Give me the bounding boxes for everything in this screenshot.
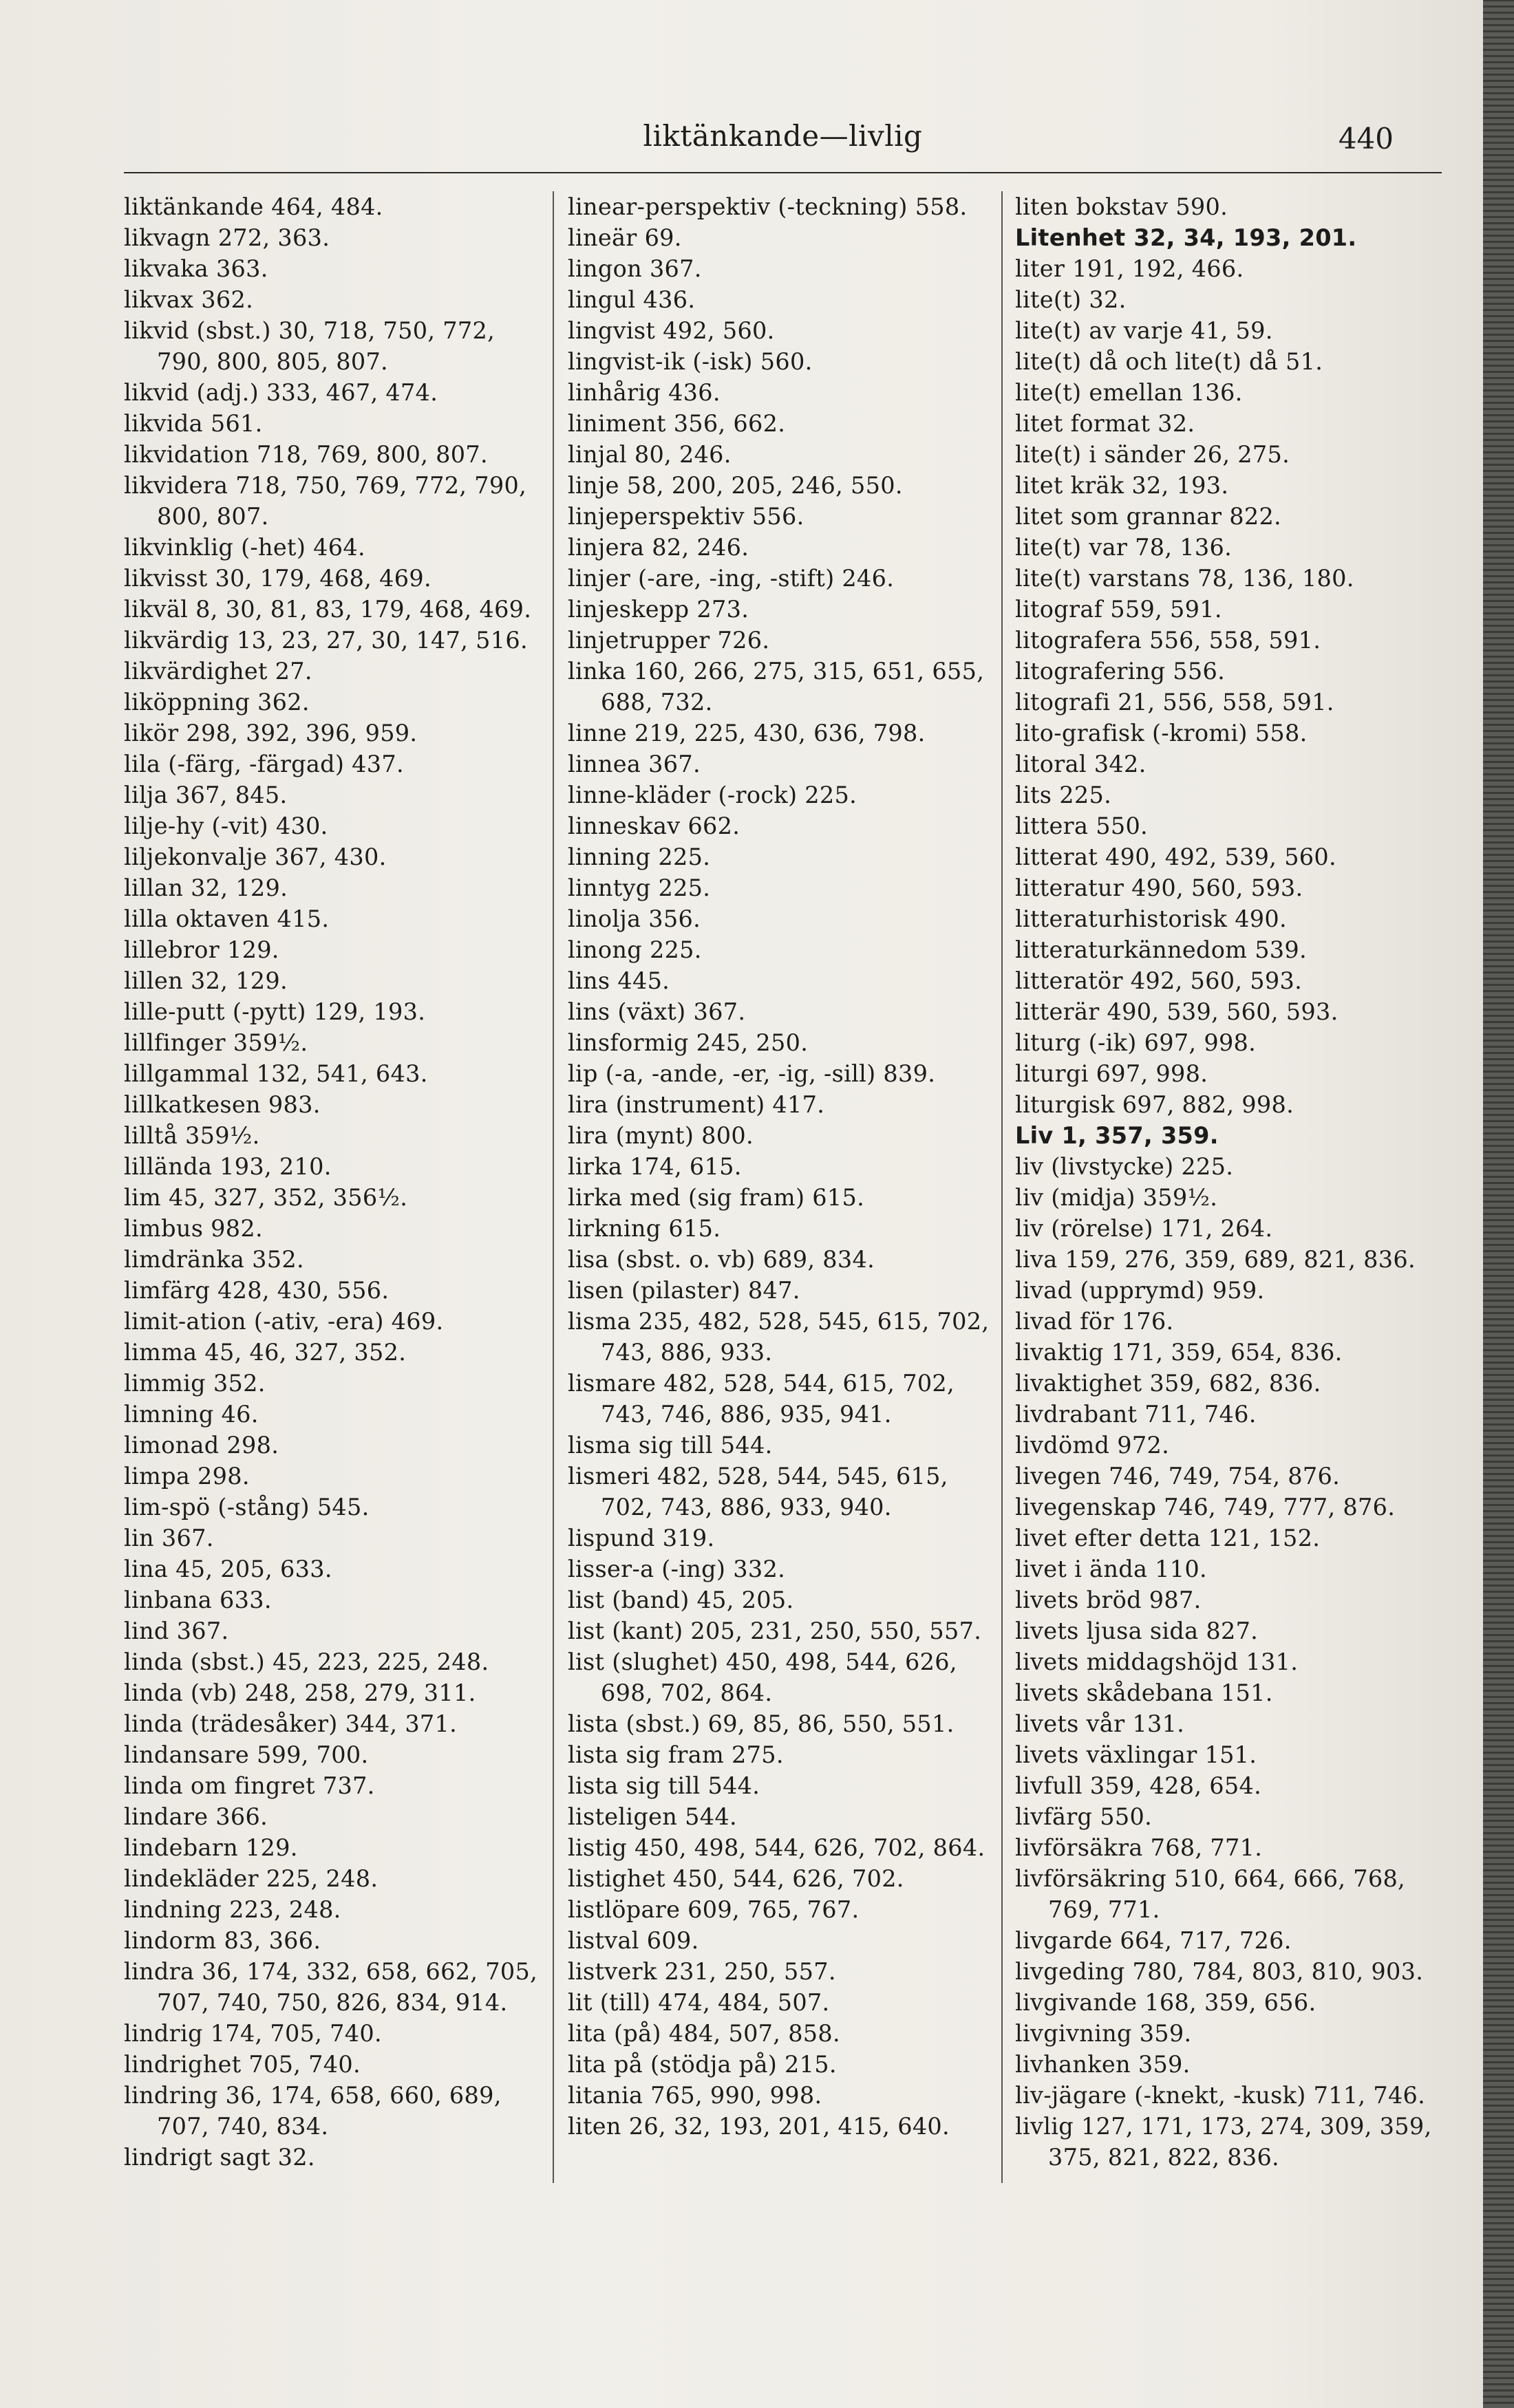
index-entry: lins 445. [568, 967, 670, 994]
book-edge [1483, 0, 1514, 2408]
index-entry: likvidera 718, 750, 769, 772, 790, 800, 807. [124, 472, 527, 530]
index-entry: lillebror 129. [124, 936, 279, 963]
index-entry: lillkatkesen 983. [124, 1091, 321, 1118]
index-entry: lindning 223, 248. [124, 1896, 341, 1923]
index-entry: litteratur 490, 560, 593. [1015, 874, 1303, 901]
index-entry: liturg (-ik) 697, 998. [1015, 1029, 1257, 1056]
running-head: liktänkande—livlig [643, 119, 923, 153]
index-entry: lita (på) 484, 507, 858. [568, 2020, 840, 2047]
index-entry: liv-jägare (-knekt, -kusk) 711, 746. [1015, 2082, 1426, 2109]
index-entry: lip (-a, -ande, -er, -ig, -sill) 839. [568, 1060, 936, 1087]
index-entry: linolja 356. [568, 905, 701, 932]
index-entry: limonad 298. [124, 1432, 279, 1459]
index-entry: linong 225. [568, 936, 702, 963]
index-entry: lindrigt sagt 32. [124, 2144, 315, 2171]
index-entry: livet efter detta 121, 152. [1015, 1525, 1321, 1551]
index-entry: lillen 32, 129. [124, 967, 288, 994]
index-entry: linjer (-are, -ing, -stift) 246. [568, 565, 895, 592]
index-entry: lite(t) varstans 78, 136, 180. [1015, 565, 1354, 592]
index-entry: linjal 80, 246. [568, 441, 732, 468]
index-entry: livets bröd 987. [1015, 1587, 1202, 1613]
index-entry: livfull 359, 428, 654. [1015, 1772, 1262, 1799]
index-entry: lingul 436. [568, 286, 696, 313]
index-entry: limpa 298. [124, 1463, 250, 1490]
index-entry: littera 550. [1015, 813, 1149, 839]
index-entry: lista sig fram 275. [568, 1741, 784, 1768]
index-entry: lille-putt (-pytt) 129, 193. [124, 998, 426, 1025]
index-column-3 [1015, 191, 1456, 2173]
index-entry: lispund 319. [568, 1525, 715, 1551]
index-entry: Liv 1, 357, 359. [1015, 1122, 1219, 1149]
index-entry: livets vår 131. [1015, 1710, 1185, 1737]
index-entry: lilja 367, 845. [124, 782, 288, 808]
index-entry: linjera 82, 246. [568, 534, 749, 561]
index-entry: lita på (stödja på) 215. [568, 2051, 837, 2078]
index-entry: lirkning 615. [568, 1215, 721, 1242]
index-entry: lillgammal 132, 541, 643. [124, 1060, 428, 1087]
index-entry: liva 159, 276, 359, 689, 821, 836. [1015, 1246, 1416, 1273]
index-entry: litografering 556. [1015, 658, 1226, 685]
index-entry: linka 160, 266, 275, 315, 651, 655, 688, 732. [568, 658, 985, 716]
index-entry: liljekonvalje 367, 430. [124, 843, 387, 870]
index-entry: liv (livstycke) 225. [1015, 1153, 1234, 1180]
index-entry: limbus 982. [124, 1215, 263, 1242]
index-entry: liturgi 697, 998. [1015, 1060, 1208, 1087]
index-entry: lite(t) i sänder 26, 275. [1015, 441, 1290, 468]
index-entry: listlöpare 609, 765, 767. [568, 1896, 860, 1923]
index-entry: linda (sbst.) 45, 223, 225, 248. [124, 1648, 489, 1675]
index-entry: liter 191, 192, 466. [1015, 255, 1244, 282]
index-entry: lisma 235, 482, 528, 545, 615, 702, 743, 886, 933. [568, 1308, 990, 1366]
index-entry: lits 225. [1015, 782, 1112, 808]
index-entry: listig 450, 498, 544, 626, 702, 864. [568, 1834, 985, 1861]
index-entry: lira (mynt) 800. [568, 1122, 754, 1149]
index-entry: lilltå 359½. [124, 1122, 260, 1149]
index-entry: lindebarn 129. [124, 1834, 298, 1861]
index-entry: limdränka 352. [124, 1246, 304, 1273]
index-entry: lineär 69. [568, 224, 682, 251]
index-entry: lillan 32, 129. [124, 874, 288, 901]
index-entry: limning 46. [124, 1401, 259, 1428]
index-entry: linntyg 225. [568, 874, 711, 901]
index-entry: lista sig till 544. [568, 1772, 760, 1799]
index-entry: linda (trädesåker) 344, 371. [124, 1710, 458, 1737]
index-entry: linne-kläder (-rock) 225. [568, 782, 857, 808]
index-entry: linning 225. [568, 843, 711, 870]
index-entry: livets skådebana 151. [1015, 1679, 1273, 1706]
index-entry: lindra 36, 174, 332, 658, 662, 705, 707, 740, 750, 826, 834, 914. [124, 1958, 538, 2016]
index-entry: lila (-färg, -färgad) 437. [124, 751, 404, 777]
index-entry: linjeperspektiv 556. [568, 503, 804, 530]
index-entry: lisma sig till 544. [568, 1432, 773, 1459]
index-entry: lirka 174, 615. [568, 1153, 742, 1180]
index-entry: listverk 231, 250, 557. [568, 1958, 836, 1985]
index-entry: limfärg 428, 430, 556. [124, 1277, 390, 1304]
index-entry: liturgisk 697, 882, 998. [1015, 1091, 1294, 1118]
index-entry: lingon 367. [568, 255, 702, 282]
index-entry: litet format 32. [1015, 410, 1195, 437]
index-entry: litteratör 492, 560, 593. [1015, 967, 1303, 994]
index-entry: lite(t) av varje 41, 59. [1015, 317, 1273, 344]
index-entry: livförsäkring 510, 664, 666, 768, 769, 771. [1015, 1865, 1406, 1923]
index-entry: litet som grannar 822. [1015, 503, 1282, 530]
index-entry: liktänkande 464, 484. [124, 193, 383, 220]
index-entry: litografera 556, 558, 591. [1015, 627, 1321, 654]
index-entry: likvärdig 13, 23, 27, 30, 147, 516. [124, 627, 528, 654]
index-entry: list (slughet) 450, 498, 544, 626, 698, 702, 864. [568, 1648, 957, 1706]
index-entry: lindring 36, 174, 658, 660, 689, 707, 740, 834. [124, 2082, 502, 2140]
index-entry: linhårig 436. [568, 379, 721, 406]
index-entry: likvagn 272, 363. [124, 224, 330, 251]
index-entry: liköppning 362. [124, 689, 310, 716]
index-entry: lillfinger 359½. [124, 1029, 308, 1056]
column-divider [553, 191, 554, 2183]
index-entry: lin 367. [124, 1525, 214, 1551]
index-entry: likvax 362. [124, 286, 254, 313]
index-entry: livegen 746, 749, 754, 876. [1015, 1463, 1341, 1490]
index-entry: likör 298, 392, 396, 959. [124, 720, 418, 746]
index-entry: lit (till) 474, 484, 507. [568, 1989, 830, 2016]
index-entry: lilje-hy (-vit) 430. [124, 813, 328, 839]
index-entry: liten 26, 32, 193, 201, 415, 640. [568, 2113, 950, 2140]
index-entry: linje 58, 200, 205, 246, 550. [568, 472, 903, 499]
index-entry: linjetrupper 726. [568, 627, 770, 654]
index-entry: listval 609. [568, 1927, 699, 1954]
index-entry: lite(t) emellan 136. [1015, 379, 1243, 406]
index-entry: lira (instrument) 417. [568, 1091, 825, 1118]
index-entry: likvidation 718, 769, 800, 807. [124, 441, 488, 468]
index-entry: livets växlingar 151. [1015, 1741, 1257, 1768]
index-entry: livgeding 780, 784, 803, 810, 903. [1015, 1958, 1424, 1985]
index-entry: livfärg 550. [1015, 1803, 1153, 1830]
index-entry: livdrabant 711, 746. [1015, 1401, 1257, 1428]
index-entry: limit-ation (-ativ, -era) 469. [124, 1308, 444, 1335]
index-entry: limmig 352. [124, 1370, 266, 1397]
index-entry: linear-perspektiv (-teckning) 558. [568, 193, 968, 220]
index-entry: likvisst 30, 179, 468, 469. [124, 565, 431, 592]
column-divider [1001, 191, 1003, 2183]
index-entry: livdömd 972. [1015, 1432, 1170, 1459]
index-entry: lirka med (sig fram) 615. [568, 1184, 865, 1211]
index-entry: lite(t) 32. [1015, 286, 1127, 313]
index-entry: linneskav 662. [568, 813, 740, 839]
index-entry: lite(t) var 78, 136. [1015, 534, 1233, 561]
index-entry: lindrig 174, 705, 740. [124, 2020, 382, 2047]
page-number: 440 [1338, 122, 1394, 155]
index-entry: limma 45, 46, 327, 352. [124, 1339, 407, 1366]
index-entry: Litenhet 32, 34, 193, 201. [1015, 224, 1357, 251]
index-entry: linjeskepp 273. [568, 596, 749, 623]
index-entry: list (kant) 205, 231, 250, 550, 557. [568, 1617, 982, 1644]
index-entry: livförsäkra 768, 771. [1015, 1834, 1263, 1861]
page-header [124, 114, 1442, 162]
index-entry: livegenskap 746, 749, 777, 876. [1015, 1494, 1396, 1520]
index-entry: linbana 633. [124, 1587, 272, 1613]
index-entry: lingvist 492, 560. [568, 317, 775, 344]
index-entry: livad för 176. [1015, 1308, 1174, 1335]
index-entry: linda (vb) 248, 258, 279, 311. [124, 1679, 476, 1706]
index-entry: lismare 482, 528, 544, 615, 702, 743, 746, 886, 935, 941. [568, 1370, 955, 1428]
index-entry: litterat 490, 492, 539, 560. [1015, 843, 1336, 870]
index-entry: lina 45, 205, 633. [124, 1556, 332, 1582]
index-entry: lindekläder 225, 248. [124, 1865, 378, 1892]
index-entry: likvida 561. [124, 410, 263, 437]
index-entry: livgivning 359. [1015, 2020, 1192, 2047]
index-entry: livaktig 171, 359, 654, 836. [1015, 1339, 1343, 1366]
index-entry: litteraturhistorisk 490. [1015, 905, 1287, 932]
index-entry: liv (rörelse) 171, 264. [1015, 1215, 1273, 1242]
index-entry: lista (sbst.) 69, 85, 86, 550, 551. [568, 1710, 955, 1737]
index-entry: litterär 490, 539, 560, 593. [1015, 998, 1339, 1025]
index-entry: livet i ända 110. [1015, 1556, 1207, 1582]
index-entry: livaktighet 359, 682, 836. [1015, 1370, 1321, 1397]
index-entry: lindansare 599, 700. [124, 1741, 369, 1768]
index-entry: litografi 21, 556, 558, 591. [1015, 689, 1334, 716]
index-entry: lindorm 83, 366. [124, 1927, 321, 1954]
index-entry: lind 367. [124, 1617, 229, 1644]
index-entry: litoral 342. [1015, 751, 1147, 777]
index-entry: lim-spö (-stång) 545. [124, 1494, 370, 1520]
index-entry: liv (midja) 359½. [1015, 1184, 1218, 1211]
index-entry: litograf 559, 591. [1015, 596, 1222, 623]
index-entry: lismeri 482, 528, 544, 545, 615, 702, 743, 886, 933, 940. [568, 1463, 948, 1520]
index-entry: livets ljusa sida 827. [1015, 1617, 1259, 1644]
index-entry: lisser-a (-ing) 332. [568, 1556, 786, 1582]
index-entry: litania 765, 990, 998. [568, 2082, 822, 2109]
index-column-1 [124, 191, 544, 2173]
index-entry: livgivande 168, 359, 656. [1015, 1989, 1316, 2016]
index-entry: liniment 356, 662. [568, 410, 786, 437]
index-entry: liten bokstav 590. [1015, 193, 1228, 220]
index-entry: likvinklig (-het) 464. [124, 534, 365, 561]
index-entry: livad (upprymd) 959. [1015, 1277, 1265, 1304]
index-column-2 [568, 191, 998, 2142]
index-entry: list (band) 45, 205. [568, 1587, 794, 1613]
index-entry: linne 219, 225, 430, 636, 798. [568, 720, 926, 746]
index-entry: listighet 450, 544, 626, 702. [568, 1865, 904, 1892]
index-entry: likvid (sbst.) 30, 718, 750, 772, 790, 800, 805, 807. [124, 317, 495, 375]
index-entry: likvid (adj.) 333, 467, 474. [124, 379, 438, 406]
index-entry: lindare 366. [124, 1803, 268, 1830]
index-entry: likvaka 363. [124, 255, 268, 282]
index-entry: lim 45, 327, 352, 356½. [124, 1184, 408, 1211]
index-entry: lite(t) då och lite(t) då 51. [1015, 348, 1323, 375]
index-entry: likväl 8, 30, 81, 83, 179, 468, 469. [124, 596, 532, 623]
index-entry: linnea 367. [568, 751, 701, 777]
index-entry: litteraturkännedom 539. [1015, 936, 1307, 963]
index-entry: livgarde 664, 717, 726. [1015, 1927, 1292, 1954]
index-entry: livlig 127, 171, 173, 274, 309, 359, 375, 821, 822, 836. [1015, 2113, 1432, 2171]
index-entry: lingvist-ik (-isk) 560. [568, 348, 813, 375]
index-entry: lito-grafisk (-kromi) 558. [1015, 720, 1308, 746]
index-entry: lilländа 193, 210. [124, 1153, 332, 1180]
index-entry: listeligen 544. [568, 1803, 737, 1830]
index-entry: litet kräk 32, 193. [1015, 472, 1229, 499]
index-entry: lisen (pilaster) 847. [568, 1277, 800, 1304]
index-entry: lins (växt) 367. [568, 998, 746, 1025]
index-entry: lisa (sbst. o. vb) 689, 834. [568, 1246, 875, 1273]
index-entry: likvärdighet 27. [124, 658, 312, 685]
index-entry: linda om fingret 737. [124, 1772, 375, 1799]
index-entry: linsformig 245, 250. [568, 1029, 809, 1056]
index-entry: lilla oktaven 415. [124, 905, 330, 932]
index-entry: livhanken 359. [1015, 2051, 1191, 2078]
index-entry: lindrighet 705, 740. [124, 2051, 361, 2078]
header-rule [124, 172, 1442, 173]
index-entry: livets middagshöjd 131. [1015, 1648, 1299, 1675]
